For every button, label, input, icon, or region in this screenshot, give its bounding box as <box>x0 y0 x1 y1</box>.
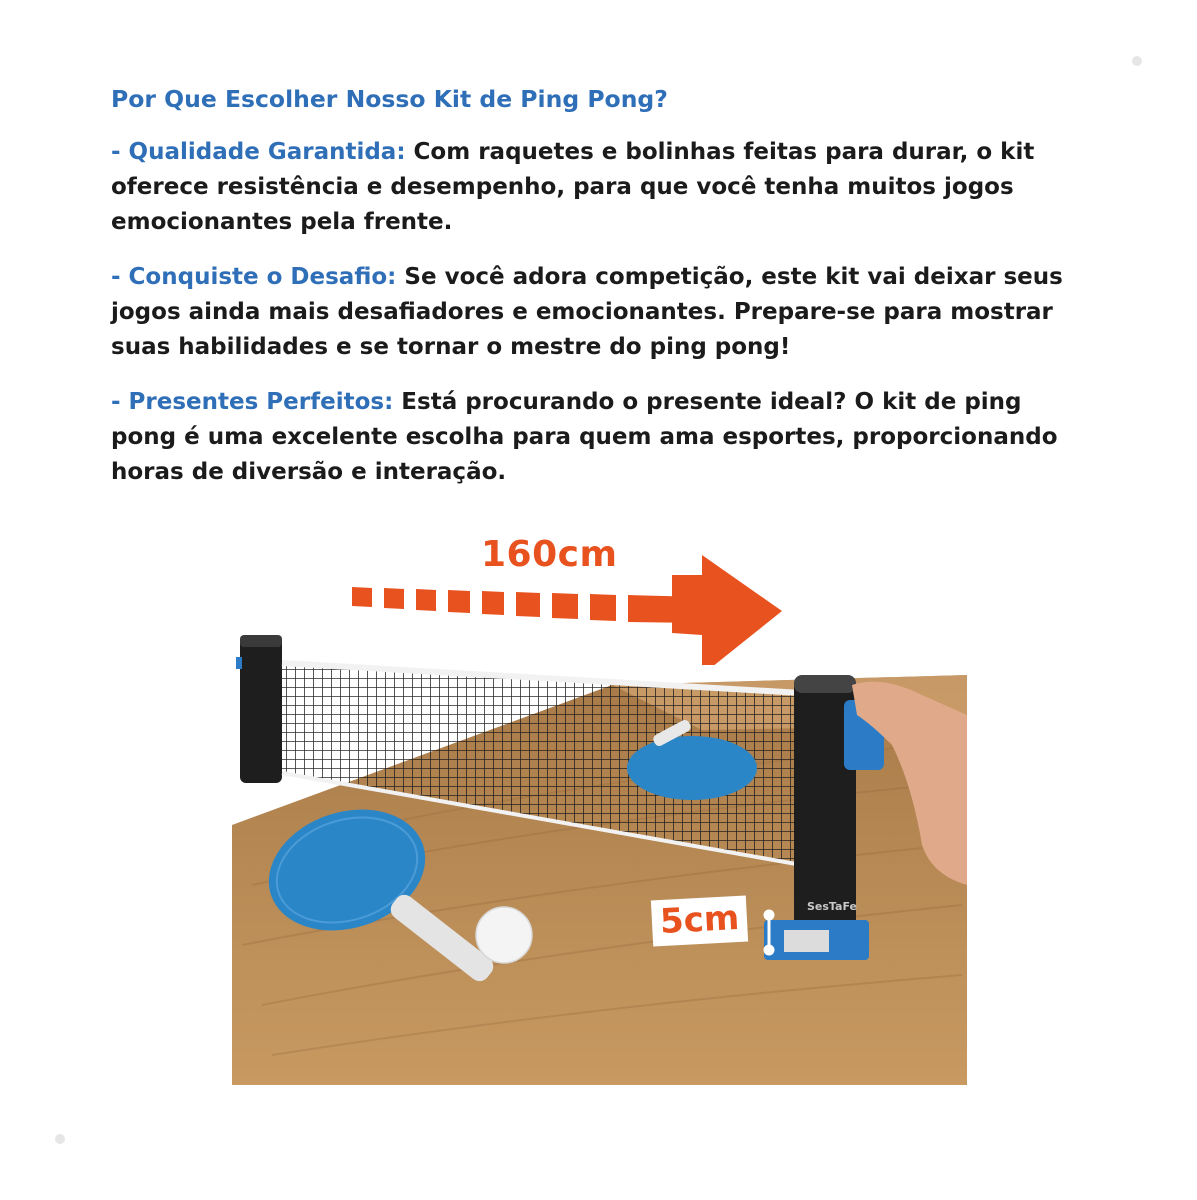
clamp-size-label: 5cm <box>651 896 749 947</box>
section-heading: Por Que Escolher Nosso Kit de Ping Pong? <box>111 85 668 113</box>
feature-challenge <box>111 260 1071 365</box>
paddle-back <box>627 736 757 800</box>
feature-gift <box>111 385 1071 490</box>
feature-quality <box>111 135 1071 240</box>
feature-quality-title: - Qualidade Garantida: <box>111 139 406 165</box>
feature-challenge-text: Se você adora competição, este kit vai deixar seus jogos ainda mais desafiadores e emocionantes. Prepare-se para mostrar suas habilidades e se tornar o mestre do ping pong! <box>111 264 1063 360</box>
feature-description <box>111 80 1071 510</box>
decorative-dot-bottom-left <box>55 1134 65 1144</box>
feature-quality-text: Com raquetes e bolinhas feitas para durar, o kit oferece resistência e desempenho, para que você tenha muitos jogos emocionantes pela frente. <box>111 139 1035 235</box>
decorative-dot-top-right <box>1132 56 1142 66</box>
feature-challenge-title: - Conquiste o Desafio: <box>111 264 397 290</box>
feature-gift-title: - Presentes Perfeitos: <box>111 389 394 415</box>
feature-gift-text: Está procurando o presente ideal? O kit de ping pong é uma excelente escolha para quem ama esportes, proporcionando horas de diversão e interação. <box>111 389 1058 485</box>
length-label: 160cm <box>481 534 618 575</box>
product-photo <box>232 525 967 1085</box>
ping-pong-ball <box>476 907 532 963</box>
brand-mark: SesTaFe <box>807 900 857 913</box>
